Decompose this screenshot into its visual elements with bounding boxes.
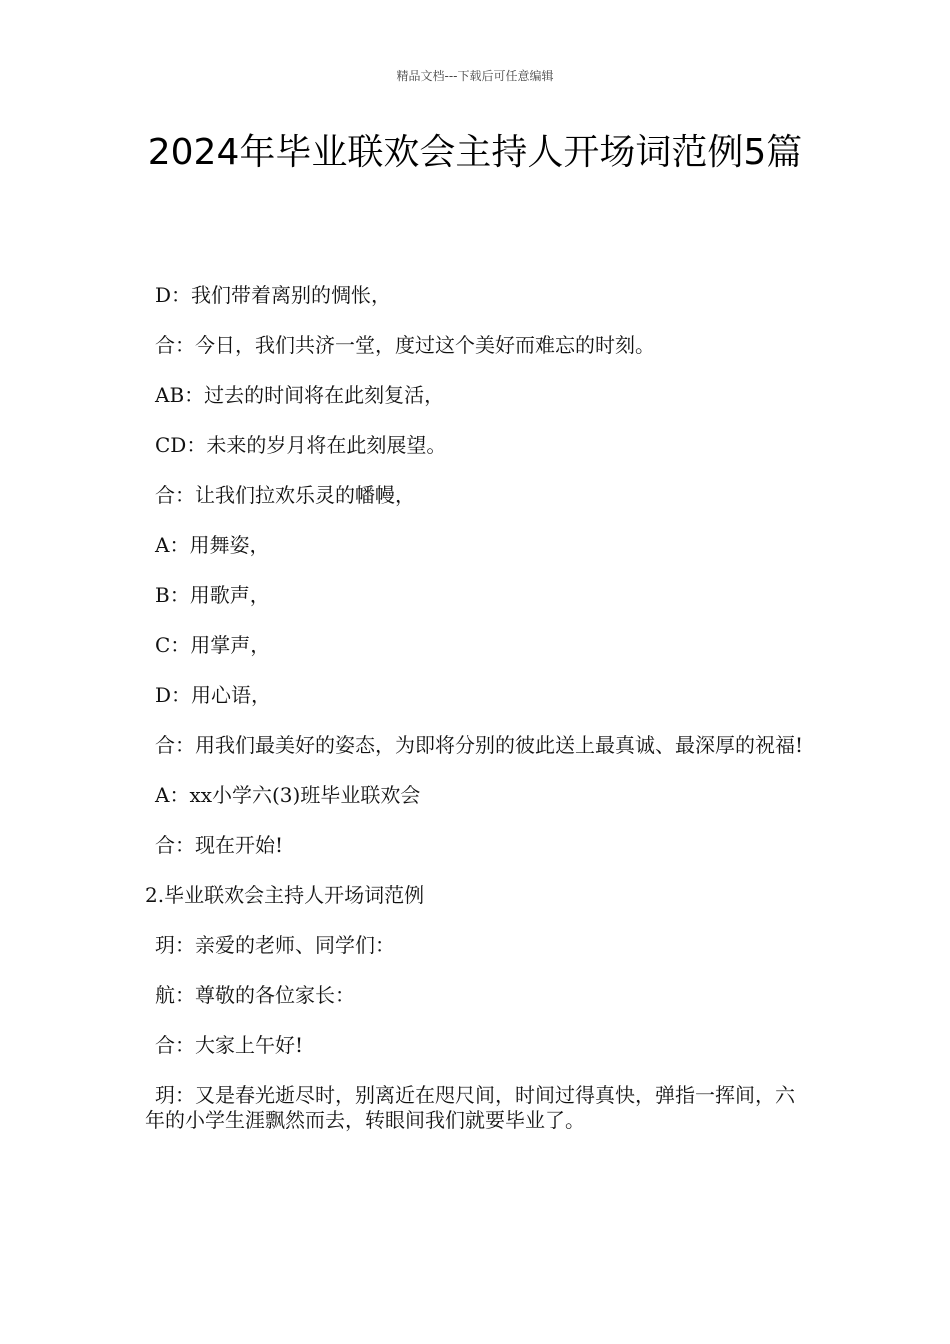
page-header-watermark: 精品文档---下载后可任意编辑	[396, 69, 554, 83]
paragraph: 合：今日，我们共济一堂，度过这个美好而难忘的时刻。	[155, 333, 655, 357]
paragraph: 玥：又是春光逝尽时，别离近在咫尺间，时间过得真快，弹指一挥间，六年的小学生涯飘然而去，转眼间我们就要毕业了。	[145, 1083, 795, 1132]
paragraph: A：xx小学六(3)班毕业联欢会	[155, 783, 421, 807]
section-heading: 2.毕业联欢会主持人开场词范例	[145, 883, 425, 907]
paragraph: CD：未来的岁月将在此刻展望。	[155, 433, 447, 457]
paragraph: 合：现在开始!	[155, 833, 284, 857]
paragraph: 合：用我们最美好的姿态，为即将分别的彼此送上最真诚、最深厚的祝福!	[155, 733, 804, 757]
paragraph: 合：让我们拉欢乐灵的幡幔，	[155, 483, 415, 507]
document-body	[145, 283, 810, 1158]
paragraph: D：用心语，	[155, 683, 272, 707]
paragraph: D：我们带着离别的惆怅，	[155, 283, 392, 307]
document-title: 2024年毕业联欢会主持人开场词范例5篇	[147, 132, 803, 173]
paragraph: 玥：亲爱的老师、同学们：	[155, 933, 395, 957]
paragraph: B：用歌声，	[155, 583, 270, 607]
paragraph: 航：尊敬的各位家长：	[155, 983, 355, 1007]
paragraph: C：用掌声，	[155, 633, 271, 657]
paragraph: A：用舞姿，	[155, 533, 270, 557]
paragraph: AB：过去的时间将在此刻复活，	[155, 383, 445, 407]
paragraph: 合：大家上午好!	[155, 1033, 304, 1057]
